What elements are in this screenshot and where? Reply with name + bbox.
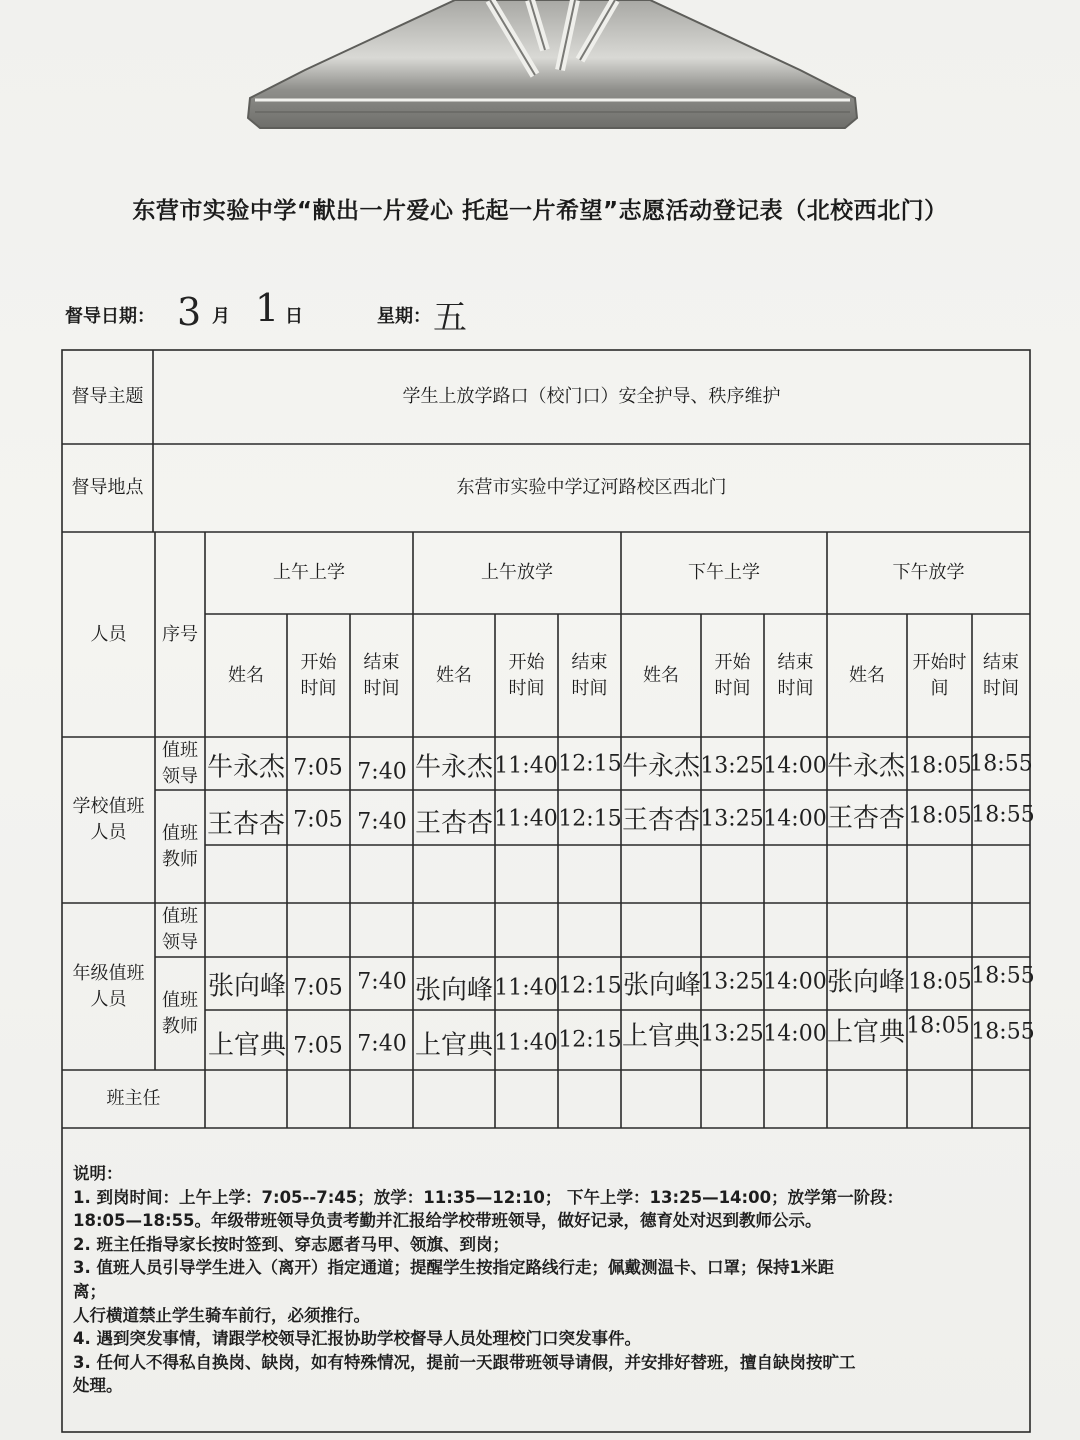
theme-value: 学生上放学路口（校门口）安全护导、秩序维护 bbox=[402, 386, 781, 407]
weekday-value: 五 bbox=[433, 298, 467, 338]
grade-teacher1-pm-out-start: 18:05 bbox=[908, 969, 972, 995]
school-teacher-am-in-start: 7:05 bbox=[293, 807, 343, 833]
school-leader-label: 值班领导 bbox=[162, 739, 198, 787]
grade-teacher1-am-out-name: 张向峰 bbox=[414, 975, 494, 1006]
school-teacher-pm-in-end: 14:00 bbox=[763, 806, 827, 832]
grade-teacher1-pm-in-start: 13:25 bbox=[700, 969, 764, 995]
notes-line: 1. 到岗时间：上午上学：7:05--7:45；放学：11:35—12:10； 下午上学：13:25—14:00；放学第一阶段： bbox=[73, 1187, 904, 1207]
grade-duty-group: 年级值班人员 bbox=[72, 962, 145, 1010]
grade-teacher2-pm-out-end: 18:55 bbox=[971, 1019, 1035, 1045]
month-unit: 月 bbox=[212, 306, 230, 327]
school-leader-pm-in-start: 13:25 bbox=[700, 753, 764, 779]
school-teacher-am-in-name: 王杏杏 bbox=[206, 809, 286, 840]
grade-teacher-label: 值班教师 bbox=[162, 989, 198, 1037]
notes-line: 离； bbox=[73, 1281, 106, 1301]
school-leader-pm-out-end: 18:55 bbox=[969, 751, 1033, 777]
school-leader-am-in-name: 牛永杰 bbox=[206, 752, 286, 783]
period-pm-in-header: 下午上学 bbox=[688, 562, 760, 583]
school-teacher-am-in-end: 7:40 bbox=[357, 809, 407, 835]
school-teacher-am-out-start: 11:40 bbox=[494, 806, 558, 832]
grade-teacher1-am-in-start: 7:05 bbox=[293, 975, 343, 1001]
grade-teacher2-pm-out-name: 上官典 bbox=[826, 1017, 906, 1048]
grade-teacher1-am-out-start: 11:40 bbox=[494, 975, 558, 1001]
notes-line: 人行横道禁止学生骑车前行，必须推行。 bbox=[73, 1305, 370, 1325]
name-header: 姓名 bbox=[849, 664, 885, 686]
grade-teacher1-pm-in-end: 14:00 bbox=[763, 969, 827, 995]
location-value: 东营市实验中学辽河路校区西北门 bbox=[456, 477, 727, 498]
notes-section bbox=[73, 1162, 1023, 1398]
school-leader-am-out-start: 11:40 bbox=[494, 753, 558, 779]
notes-line: 3. 任何人不得私自换岗、缺岗，如有特殊情况，提前一天跟带班领导请假，并安排好替班，擅自缺岗按旷工 bbox=[73, 1352, 856, 1372]
seq-header: 序号 bbox=[162, 623, 198, 645]
homeroom-label: 班主任 bbox=[106, 1088, 161, 1109]
start-header: 开始时间 bbox=[300, 651, 337, 699]
school-leader-pm-out-start: 18:05 bbox=[908, 753, 972, 779]
name-header: 姓名 bbox=[643, 664, 679, 686]
grade-teacher2-am-out-name: 上官典 bbox=[414, 1030, 494, 1061]
start-header: 开始时间 bbox=[508, 651, 545, 699]
school-teacher-pm-in-start: 13:25 bbox=[700, 806, 764, 832]
date-label: 督导日期： bbox=[65, 306, 155, 327]
grade-teacher2-pm-out-start: 18:05 bbox=[906, 1013, 970, 1039]
notes-line: 处理。 bbox=[73, 1376, 123, 1396]
grade-teacher2-am-out-end: 12:15 bbox=[558, 1027, 622, 1053]
clipboard-clip-icon bbox=[245, 0, 860, 135]
grade-leader-label: 值班领导 bbox=[162, 906, 198, 953]
weekday-label: 星期： bbox=[377, 306, 431, 327]
school-teacher-am-out-end: 12:15 bbox=[558, 806, 622, 832]
grade-teacher2-am-in-start: 7:05 bbox=[293, 1033, 343, 1059]
grade-teacher2-pm-in-start: 13:25 bbox=[700, 1021, 764, 1047]
grade-teacher1-am-in-name: 张向峰 bbox=[207, 971, 287, 1002]
date-row bbox=[65, 286, 765, 340]
grade-teacher1-pm-out-end: 18:55 bbox=[971, 963, 1035, 989]
start-header-alt: 开始时间 bbox=[912, 651, 967, 699]
form-title: 东营市实验中学“献出一片爱心 托起一片希望”志愿活动登记表（北校西北门） bbox=[132, 198, 948, 224]
school-teacher-pm-in-name: 王杏杏 bbox=[621, 805, 701, 836]
school-teacher-pm-out-start: 18:05 bbox=[908, 803, 972, 829]
school-leader-pm-in-end: 14:00 bbox=[763, 753, 827, 779]
end-header: 结束时间 bbox=[363, 651, 400, 699]
grade-teacher2-pm-in-end: 14:00 bbox=[763, 1021, 827, 1047]
grade-teacher1-pm-in-name: 张向峰 bbox=[622, 970, 702, 1001]
name-header: 姓名 bbox=[436, 664, 472, 686]
period-pm-out-header: 下午放学 bbox=[892, 562, 965, 583]
school-duty-group: 学校值班人员 bbox=[72, 796, 145, 843]
end-header: 结束时间 bbox=[571, 651, 608, 699]
grade-teacher2-am-out-start: 11:40 bbox=[494, 1030, 558, 1056]
location-label: 督导地点 bbox=[71, 477, 144, 498]
school-leader-am-out-end: 12:15 bbox=[558, 751, 622, 777]
grade-teacher2-am-in-name: 上官典 bbox=[207, 1030, 287, 1061]
school-leader-pm-out-name: 牛永杰 bbox=[826, 751, 906, 782]
notes-line: 18:05—18:55。年级带班领导负责考勤并汇报给学校带班领导，做好记录，德育处对迟到教师公示。 bbox=[73, 1211, 822, 1231]
notes-line: 说明： bbox=[73, 1164, 123, 1183]
school-teacher-label: 值班教师 bbox=[162, 822, 198, 870]
notes-line: 3. 值班人员引导学生进入（离开）指定通道；提醒学生按指定路线行走；佩戴测温卡、口罩；保持1米距 bbox=[73, 1258, 834, 1278]
school-teacher-pm-out-name: 王杏杏 bbox=[826, 803, 906, 834]
school-leader-am-out-name: 牛永杰 bbox=[414, 752, 494, 783]
grade-teacher1-am-out-end: 12:15 bbox=[558, 973, 622, 999]
start-header: 开始时间 bbox=[714, 651, 751, 699]
period-am-in-header: 上午上学 bbox=[273, 562, 345, 583]
school-leader-am-in-start: 7:05 bbox=[293, 755, 343, 781]
grade-teacher1-am-in-end: 7:40 bbox=[357, 969, 407, 995]
end-header: 结束时间 bbox=[777, 651, 814, 699]
school-leader-pm-in-name: 牛永杰 bbox=[621, 751, 701, 782]
date-day: 1 bbox=[255, 286, 280, 330]
day-unit: 日 bbox=[285, 306, 303, 327]
end-header-alt: 结束时间 bbox=[983, 651, 1019, 699]
period-am-out-header: 上午放学 bbox=[481, 562, 553, 583]
grade-teacher2-am-in-end: 7:40 bbox=[357, 1031, 407, 1057]
notes-line: 2. 班主任指导家长按时签到、穿志愿者马甲、领旗、到岗； bbox=[73, 1234, 509, 1254]
school-teacher-am-out-name: 王杏杏 bbox=[414, 808, 494, 839]
date-month: 3 bbox=[177, 290, 202, 334]
grade-teacher1-pm-out-name: 张向峰 bbox=[826, 967, 906, 998]
school-leader-am-in-end: 7:40 bbox=[357, 759, 407, 785]
school-teacher-pm-out-end: 18:55 bbox=[971, 802, 1035, 828]
notes-line: 4. 遇到突发事情，请跟学校领导汇报协助学校督导人员处理校门口突发事件。 bbox=[73, 1329, 641, 1349]
name-header: 姓名 bbox=[228, 664, 264, 686]
grade-teacher2-pm-in-name: 上官典 bbox=[621, 1021, 701, 1052]
personnel-header: 人员 bbox=[90, 623, 127, 645]
theme-label: 督导主题 bbox=[71, 386, 144, 407]
